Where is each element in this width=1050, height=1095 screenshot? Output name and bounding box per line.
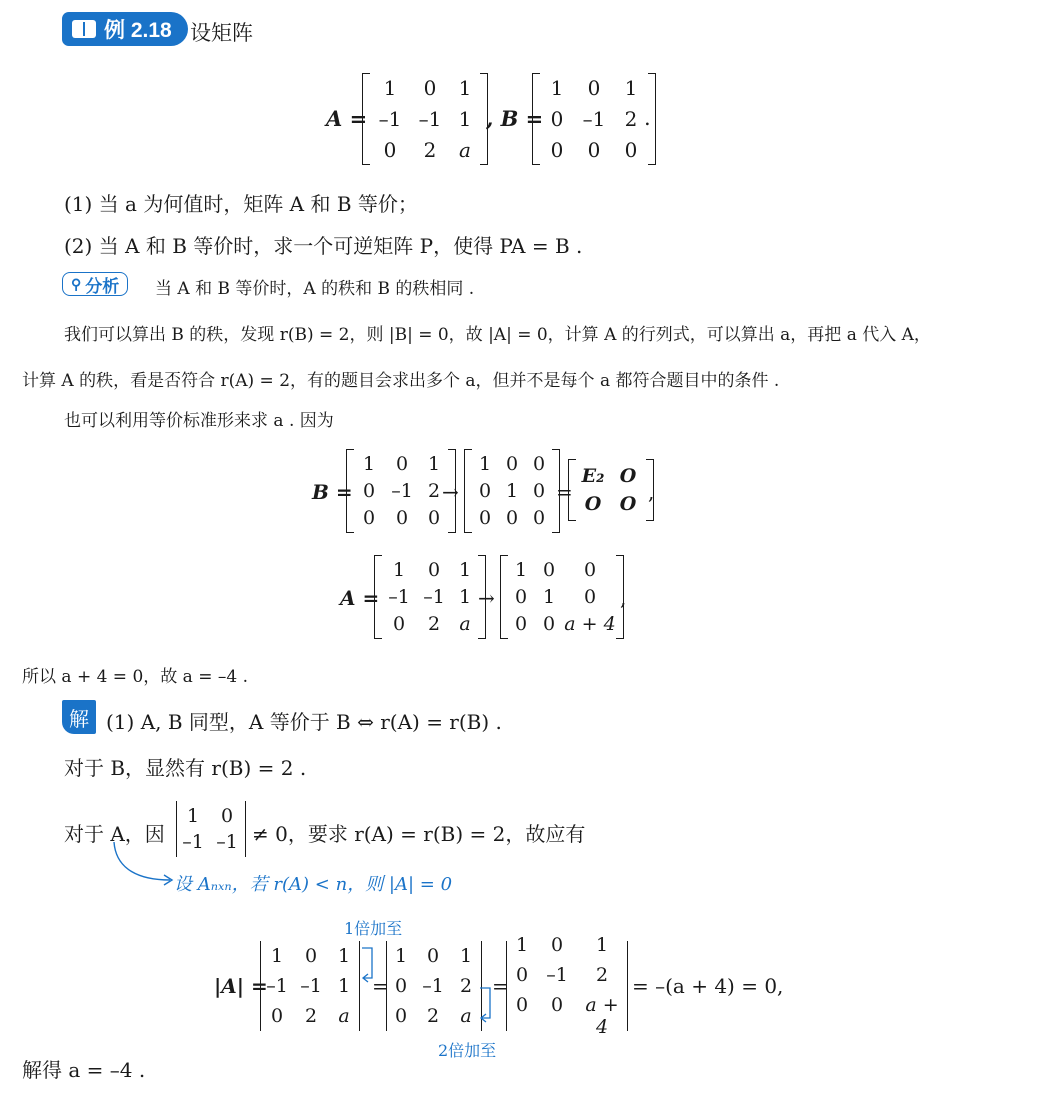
matrix-A-def: 1 0 1 –1 –1 1 0 2 a: [362, 72, 488, 166]
analysis-line-2: 计算 A 的秩，看是否符合 r(A) = 2，有的题目会求出多个 a，但并不是每个 a 都符合题目中的条件 .: [22, 371, 780, 391]
note-arrow-icon: [100, 840, 180, 890]
label-A-std: A =: [340, 586, 380, 610]
matrix-B-std-left: 1 0 1 0 –1 2 0 0 0: [346, 448, 456, 534]
solution-line-3a: 对于 A，因: [64, 822, 165, 846]
step-label-2: 2倍加至: [438, 1041, 497, 1060]
solution-line-3b: ≠ 0，要求 r(A) = r(B) = 2，故应有: [252, 822, 586, 846]
solution-line-2: 对于 B，显然有 r(B) = 2 .: [64, 756, 307, 780]
matrix-A-std-left: 1 0 1 –1 –1 1 0 2 a: [374, 554, 486, 640]
minor-determinant: 1 0 –1 –1: [176, 800, 246, 858]
example-badge: [62, 12, 188, 46]
block-matrix: E₂ O O O: [568, 458, 654, 522]
det-result: = –(a + 4) = 0,: [632, 974, 784, 998]
final-answer: 解得 a = –4 .: [22, 1058, 146, 1082]
analysis-line-0: 当 A 和 B 等价时，A 的秩和 B 的秩相同 .: [155, 279, 475, 299]
label-A: A =: [326, 106, 368, 131]
comma: ,: [620, 586, 627, 610]
example-number: 例 2.18: [104, 19, 172, 42]
det-label: |A| =: [214, 974, 268, 998]
book-icon: [72, 20, 96, 38]
solution-label: 解: [62, 700, 96, 734]
equals: =: [372, 974, 389, 998]
search-icon: ⚲: [71, 275, 82, 292]
det-3: 1 0 1 0 –1 2 0 0 a + 4: [506, 940, 628, 1032]
det-2: 1 0 1 0 –1 2 0 2 a: [386, 940, 482, 1032]
analysis-label: ⚲ 分析: [62, 272, 128, 296]
solution-line-1: (1) A, B 同型，A 等价于 B ⇔ r(A) = r(B) .: [106, 710, 502, 734]
arrow-right: →: [442, 480, 459, 504]
analysis-line-3: 也可以利用等价标准形来求 a . 因为: [64, 411, 334, 431]
matrix-B-def: 1 0 1 0 –1 2 0 0 0: [532, 72, 656, 166]
comma: ,: [648, 480, 655, 504]
step-label-1: 1倍加至: [344, 919, 403, 938]
hint-note: 设 Aₙₓₙ，若 r(A) < n，则 |A| = 0: [174, 874, 453, 895]
question-2: (2) 当 A 和 B 等价时，求一个可逆矩阵 P，使得 PA = B .: [64, 234, 583, 258]
period: .: [644, 106, 651, 130]
label-B-std: B =: [312, 480, 353, 504]
equals: =: [556, 480, 573, 504]
equals: =: [492, 974, 509, 998]
label-B: , B =: [486, 106, 544, 131]
det-1: 1 0 1 –1 –1 1 0 2 a: [260, 940, 360, 1032]
matrix-B-std-right: 1 0 0 0 1 0 0 0 0: [464, 448, 560, 534]
problem-title: 设矩阵: [190, 21, 253, 45]
matrix-A-std-right: 1 0 0 0 1 0 0 0 a + 4: [500, 554, 624, 640]
conclusion: 所以 a + 4 = 0，故 a = –4 .: [22, 667, 248, 687]
arrow-right: →: [478, 586, 495, 610]
question-1: (1) 当 a 为何值时，矩阵 A 和 B 等价；: [64, 192, 418, 216]
analysis-line-1: 我们可以算出 B 的秩，发现 r(B) = 2，则 |B| = 0，故 |A| = 0，计算 A 的行列式，可以算出 a，再把 a 代入 A，: [64, 325, 931, 345]
